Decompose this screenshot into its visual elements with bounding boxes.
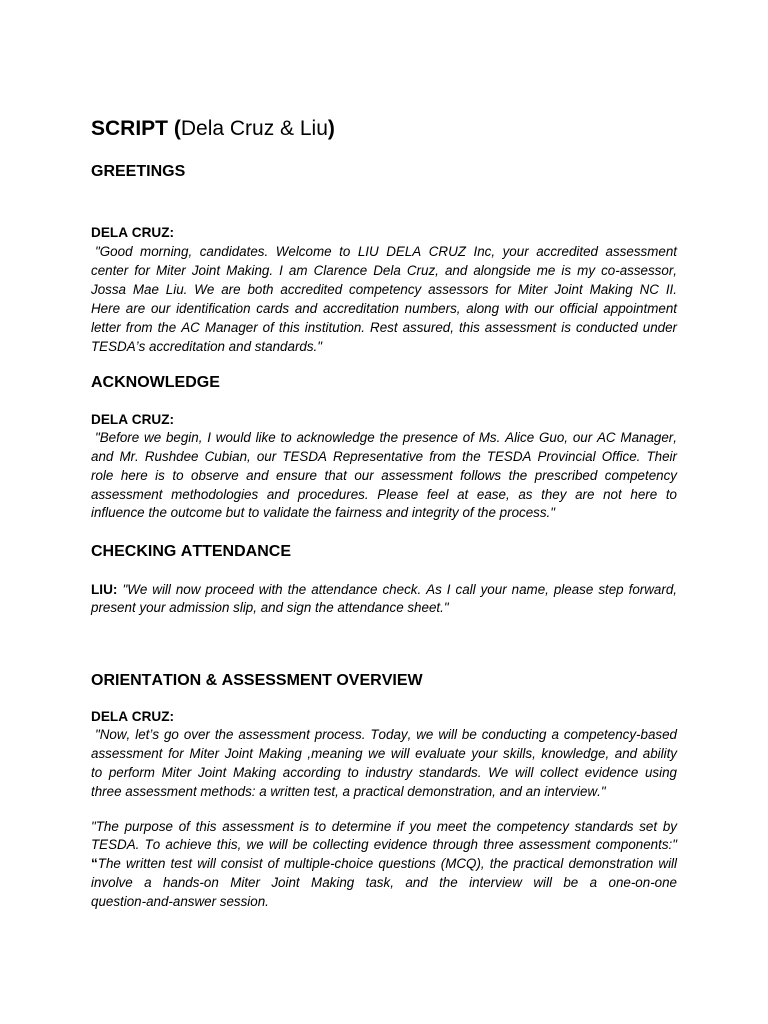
title-prefix: SCRIPT (	[91, 117, 181, 140]
script-line: to perform Miter Joint Making according to industry standards. We will collect evidence using	[91, 764, 677, 780]
script-line: letter from the AC Manager of this institution. Rest assured, this assessment is conducted under	[91, 319, 677, 335]
script-line: Jossa Mae Liu. We are both accredited competency assessors for Miter Joint Making NC II.	[91, 281, 677, 297]
script-line: influence the outcome but to validate the fairness and integrity of the process."	[91, 505, 556, 521]
script-line: "Good morning, candidates. Welcome to LIU DELA CRUZ Inc, your accredited assessment	[95, 243, 677, 259]
dialogue-block	[91, 818, 677, 912]
script-line: present your admission slip, and sign the attendance sheet."	[91, 600, 449, 616]
dialogue-block	[91, 411, 677, 524]
speaker-label: LIU:	[91, 581, 118, 597]
script-line: three assessment methods: a written test, a practical demonstration, and an interview."	[91, 783, 606, 799]
speaker-label: DELA CRUZ:	[91, 411, 175, 427]
title-suffix: )	[327, 117, 335, 140]
script-line: role here is to observe and ensure that our assessment follows the prescribed competency	[91, 467, 677, 483]
speaker-label: DELA CRUZ:	[91, 708, 175, 724]
script-line: Here are our identification cards and accreditation numbers, along with our official appointment	[91, 300, 677, 316]
script-line-text: "We will now proceed with the attendance check. As I call your name, please step forward,	[122, 581, 677, 597]
script-line	[91, 836, 677, 855]
section-heading: ORIENTATION & ASSESSMENT OVERVIEW	[91, 672, 423, 689]
script-line: TESDA’s accreditation and standards."	[91, 338, 323, 354]
script-line	[91, 581, 677, 600]
script-line: "The purpose of this assessment is to determine if you meet the competency standards set by	[91, 818, 677, 834]
title-names: Dela Cruz & Liu	[180, 117, 328, 140]
dialogue-block	[91, 708, 677, 802]
dialogue-block	[91, 581, 677, 619]
script-line-text: TESDA. To achieve this, we will be collecting evidence through three assessment components:"	[91, 837, 677, 853]
script-line: center for Miter Joint Making. I am Clarence Dela Cruz, and alongside me is my co-assessor,	[91, 262, 677, 278]
script-line: and Mr. Rushdee Cubian, our TESDA Representative from the TESDA Provincial Office. Their	[91, 449, 677, 465]
speaker-label: DELA CRUZ:	[91, 224, 175, 240]
script-line: "Before we begin, I would like to acknowledge the presence of Ms. Alice Guo, our AC Manager,	[95, 430, 677, 446]
script-title	[91, 116, 677, 142]
section-heading: GREETINGS	[91, 163, 186, 180]
script-line: question-and-answer session.	[91, 893, 269, 909]
script-line: assessment methodologies and procedures. Please feel at ease, as they are not here to	[91, 486, 677, 502]
script-line: involve a hands-on Miter Joint Making task, and the interview will be a one-on-one	[91, 874, 677, 890]
section-heading: ACKNOWLEDGE	[91, 374, 220, 391]
script-line	[91, 855, 677, 874]
script-line: assessment for Miter Joint Making ,meaning we will evaluate your skills, knowledge, and ability	[91, 746, 677, 762]
open-quote-mark: “	[91, 856, 98, 872]
dialogue-block	[91, 223, 677, 356]
script-line-text: The written test will consist of multiple-choice questions (MCQ), the practical demonstration will	[97, 856, 677, 872]
script-line: "Now, let’s go over the assessment process. Today, we will be conducting a competency-based	[95, 727, 677, 743]
section-heading: CHECKING ATTENDANCE	[91, 543, 291, 560]
